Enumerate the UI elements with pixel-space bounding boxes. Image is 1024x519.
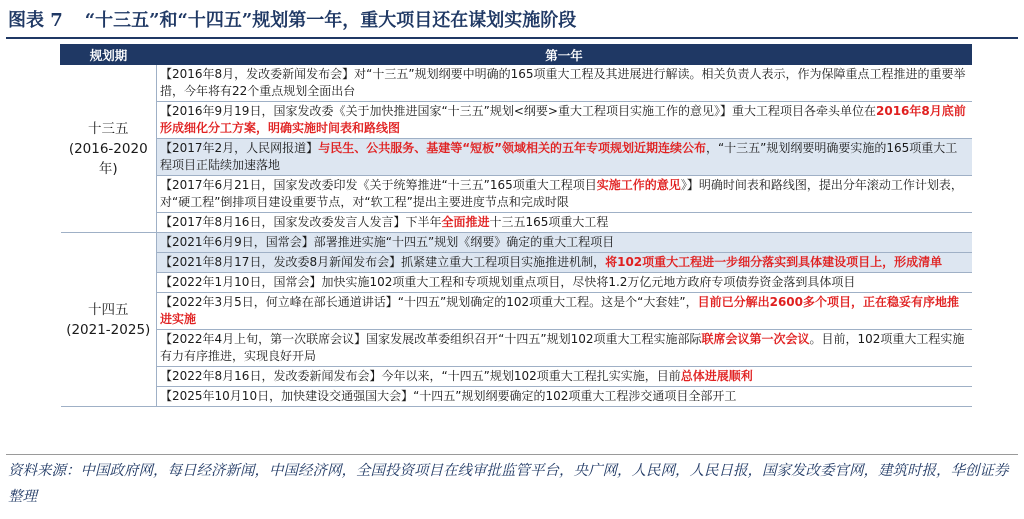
period-range: (2021-2025) <box>66 321 151 338</box>
table-row <box>61 367 972 387</box>
highlight-text: 2016年8月底前形成细化分工方案，明确实施时间表和路线图 <box>160 104 966 135</box>
event-text: 【2022年3月5日，何立峰在部长通道讲话】“十四五”规划确定的102项重大工程。这是个“大套娃”， <box>160 295 698 309</box>
event-text: 【2016年9月19日，国家发改委《关于加快推进国家“十三五”规划<纲要>重大工程项目实施工作的意见》】重大工程项目各牵头单位在 <box>160 104 876 118</box>
event-cell <box>157 330 972 367</box>
event-text: ，“十三五”规划纲要明确要实施的165项重大工程项目正陆续加速落地 <box>160 141 958 172</box>
table-header-row <box>61 45 972 65</box>
period-name: 十三五 <box>88 120 129 137</box>
event-text: 【2021年8月17日，发改委8月新闻发布会】抓紧建立重大工程项目实施推进机制， <box>160 255 606 269</box>
event-text: 【2017年6月21日，国家发改委印发《关于统筹推进“十三五”165项重大工程项目 <box>160 178 597 192</box>
highlight-text: 联席会议第一次会议 <box>701 332 810 346</box>
table-row <box>61 139 972 176</box>
table-row <box>61 65 972 102</box>
period-range: (2016-2020年) <box>68 140 148 177</box>
figure-caption: “十三五”和“十四五”规划第一年，重大项目还在谋划实施阶段 <box>84 10 577 31</box>
event-cell <box>157 233 972 253</box>
event-text: 十三五165项重大工程 <box>489 215 609 229</box>
header-period: 规划期 <box>61 45 157 65</box>
source-rule <box>6 454 1018 455</box>
period-name: 十四五 <box>88 301 129 318</box>
period-cell-13th <box>61 65 157 233</box>
figure-title <box>8 6 1016 36</box>
event-text: 【2022年1月10日，国常会】加快实施102项重大工程和专项规划重点项目，尽快将1.2万亿元地方政府专项债券资金落到具体项目 <box>160 275 856 289</box>
event-text: 【2021年6月9日，国常会】部署推进实施“十四五”规划《纲要》确定的重大工程项目 <box>160 235 615 249</box>
event-cell <box>157 176 972 213</box>
table-row <box>61 253 972 273</box>
table-row <box>61 387 972 407</box>
highlight-text: 与民生、公共服务、基建等“短板”领域相关的五年专项规划近期连续公布 <box>318 141 706 155</box>
table-row <box>61 176 972 213</box>
event-cell <box>157 139 972 176</box>
projects-table <box>60 44 972 407</box>
highlight-text: 将102项重大工程进一步细分落实到具体建设项目上，形成清单 <box>605 255 943 269</box>
table-row <box>61 330 972 367</box>
table-row <box>61 102 972 139</box>
event-cell <box>157 65 972 102</box>
table-row <box>61 273 972 293</box>
event-text: 【2022年8月16日，发改委新闻发布会】今年以来，“十四五”规划102项重大工程扎实实施，目前 <box>160 369 681 383</box>
event-text: 【2022年4月上旬，第一次联席会议】国家发展改革委组织召开“十四五”规划102项重大工程实施部际 <box>160 332 702 346</box>
highlight-text: 全面推进 <box>441 215 490 229</box>
event-text: 【2017年8月16日，国家发改委发言人发言】下半年 <box>160 215 442 229</box>
event-text: 。目前，102项重大工程实施有力有序推进，实现良好开局 <box>160 332 965 363</box>
event-text: 【2017年2月，人民网报道】 <box>160 141 319 155</box>
source-note: 资料来源：中国政府网，每日经济新闻，中国经济网，全国投资项目在线审批监管平台，央广网，人民网，人民日报，国家发改委官网，建筑时报，华创证券整理 <box>8 463 1009 505</box>
event-text: 【2025年10月10日，加快建设交通强国大会】“十四五”规划纲要确定的102项重大工程涉交通项目全部开工 <box>160 389 737 403</box>
header-first-year: 第一年 <box>157 45 972 65</box>
event-text: 》】明确时间表和路线图，提出分年滚动工作计划表，对“硬工程”倒排项目建设重要节点，对“软工程”提出主要进度节点和完成时限 <box>160 178 963 209</box>
highlight-text: 目前已分解出2600多个项目，正在稳妥有序地推进实施 <box>160 295 959 326</box>
table-row <box>61 213 972 233</box>
event-cell <box>157 387 972 407</box>
highlight-text: 实施工作的意见 <box>596 178 681 192</box>
event-cell <box>157 273 972 293</box>
event-cell <box>157 367 972 387</box>
table-row <box>61 233 972 253</box>
event-cell <box>157 213 972 233</box>
event-text: 【2016年8月，发改委新闻发布会】对“十三五”规划纲要中明确的165项重大工程及其进展进行解读。相关负责人表示，作为保障重点工程推进的重要举措，今年将有22个重点规划全面出台 <box>160 67 966 98</box>
period-cell-14th <box>61 233 157 407</box>
event-cell <box>157 253 972 273</box>
title-rule <box>6 37 1018 39</box>
event-cell <box>157 102 972 139</box>
table-row <box>61 293 972 330</box>
highlight-text: 总体进展顺利 <box>680 369 753 383</box>
event-cell <box>157 293 972 330</box>
figure-label: 图表 7 <box>8 10 63 31</box>
